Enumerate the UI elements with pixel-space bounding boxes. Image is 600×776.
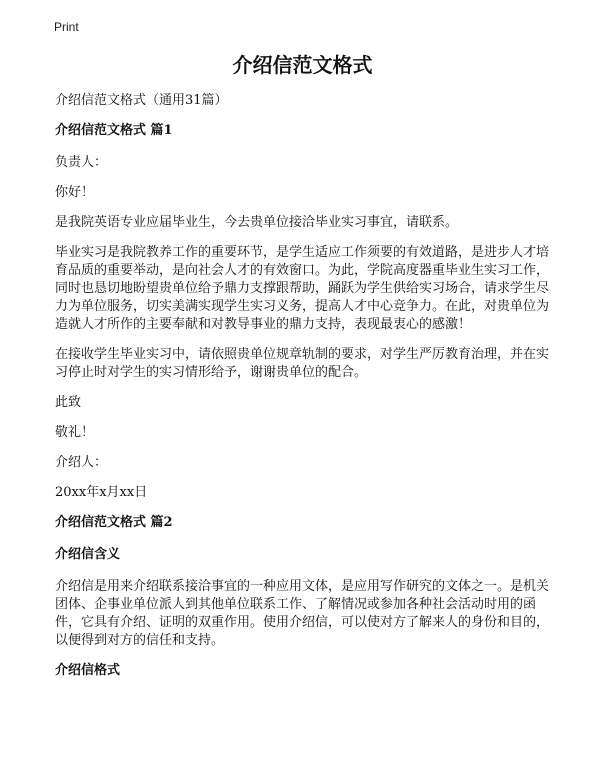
salutation: 负责人： bbox=[55, 155, 108, 170]
paragraph: 在接收学生毕业实习中，请依照贵单位规章轨制的要求，对学生严厉教育治理，并在实习停止时对学生的实习情形给予，谢谢贵单位的配合。 bbox=[55, 347, 550, 380]
section-heading-2: 介绍信范文格式 篇2 bbox=[55, 515, 173, 530]
subsection-heading: 介绍信含义 bbox=[55, 547, 121, 562]
paragraph: 介绍信是用来介绍联系接洽事宜的一种应用文体，是应用写作研究的文体之一。是机关团体、企事业单位派人到其他单位联系工作、了解情况或参加各种社会活动时用的函件，它具有介绍、证明的双重作用。使用介绍信，可以使对方了解来人的身份和目的，以便得到对方的信任和支持。 bbox=[55, 579, 550, 648]
date-line: 20xx年x月xx日 bbox=[55, 485, 148, 500]
page-title: 介绍信范文格式 bbox=[232, 53, 373, 77]
closing-line: 此致 bbox=[55, 395, 82, 410]
closing-line: 敬礼！ bbox=[55, 425, 95, 440]
paragraph: 毕业实习是我院教养工作的重要环节，是学生适应工作须要的有效道路，是进步人才培育品质的重要举动，是向社会人才的有效窗口。为此，学院高度器重毕业生实习工作，同时也恳切地盼望贵单位给予鼎力支撑跟帮助，踊跃为学生供给实习场合，请求学生尽力为单位服务，切实美满实现学生实习义务，提高人才中心竞争力。在此，对贵单位为造就人才所作的主要奉献和对教导事业的鼎力支持，表现最衷心的感激！ bbox=[55, 245, 550, 332]
signer-label: 介绍人： bbox=[55, 455, 108, 470]
document-subtitle: 介绍信范文格式（通用31篇） bbox=[55, 93, 228, 108]
subsection-heading: 介绍信格式 bbox=[55, 663, 121, 678]
paragraph: 是我院英语专业应届毕业生，今去贵单位接洽毕业实习事宜，请联系。 bbox=[55, 215, 459, 230]
print-link[interactable]: Print bbox=[54, 20, 79, 34]
section-heading-1: 介绍信范文格式 篇1 bbox=[55, 123, 173, 138]
greeting: 你好！ bbox=[55, 185, 95, 200]
document-page bbox=[55, 50, 550, 694]
